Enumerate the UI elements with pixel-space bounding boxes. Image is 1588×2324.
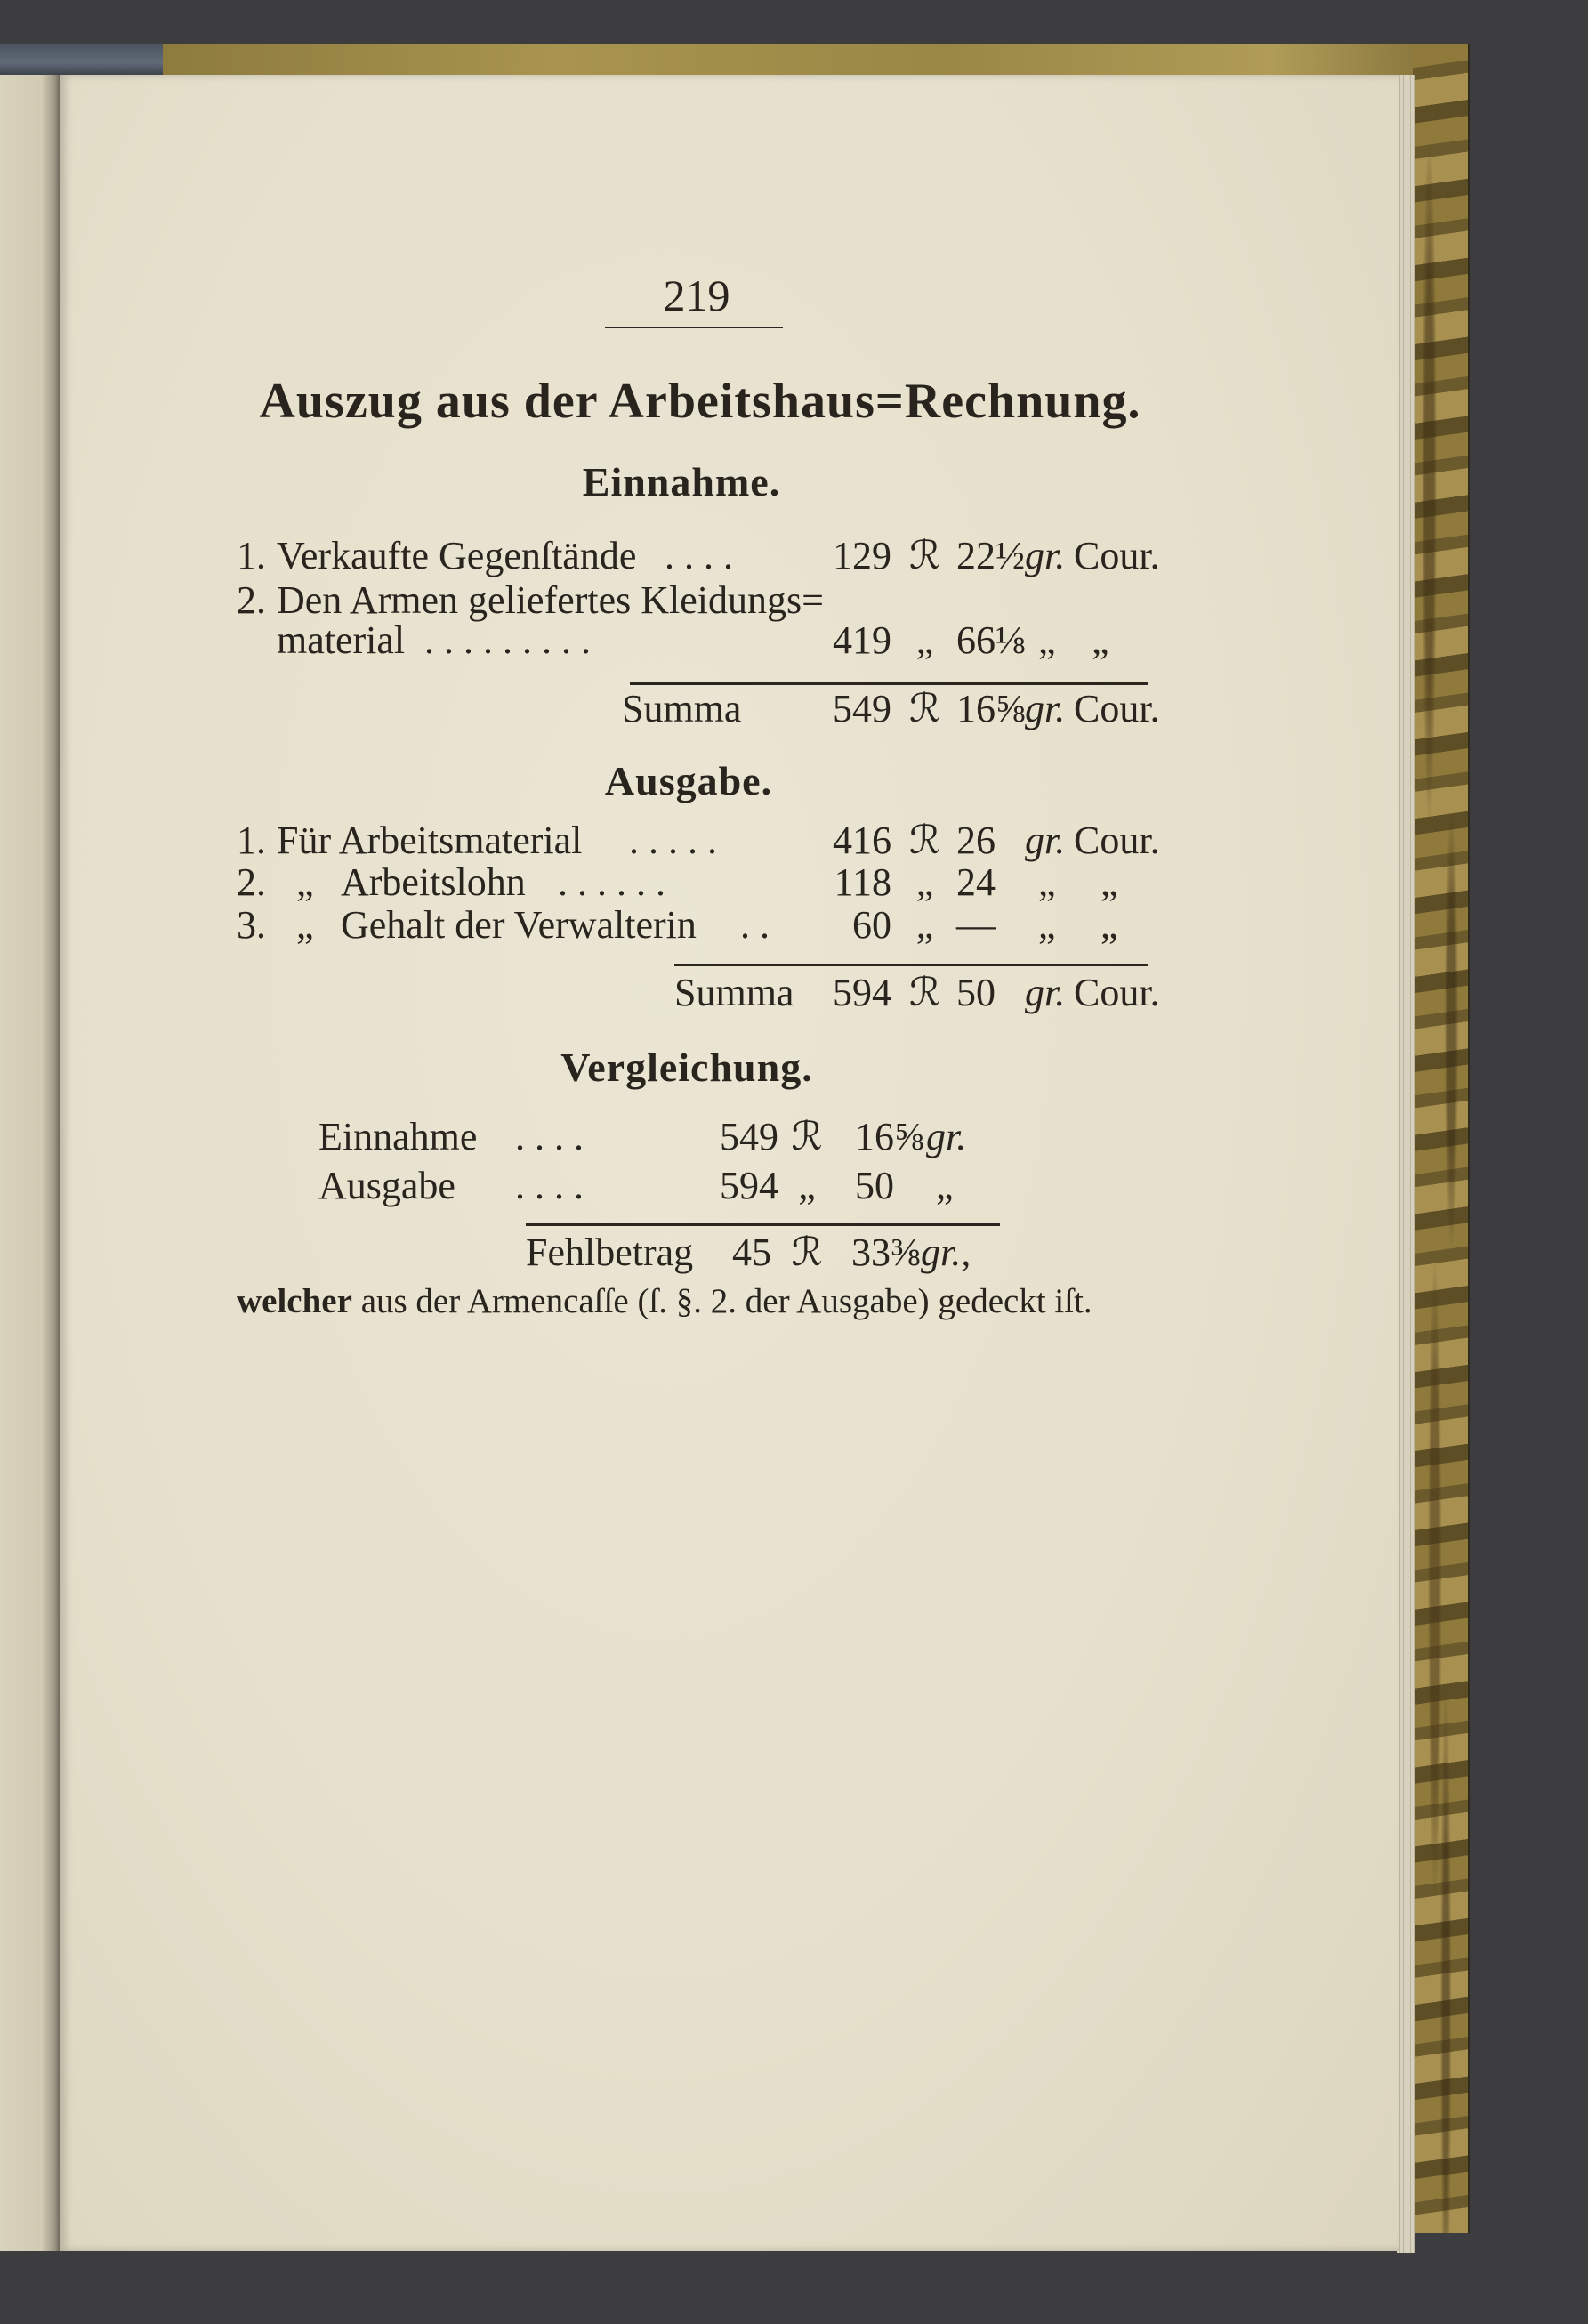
vergleichung-einnahme-row: [60, 1112, 1399, 1162]
vergleichung-ausgabe-row: [60, 1161, 1399, 1211]
unit-groten: „: [1038, 618, 1056, 662]
amount-groten: 33⅜: [851, 1231, 920, 1274]
unit-thaler: ℛ: [908, 971, 941, 1014]
unit-thaler: ℛ: [791, 1115, 823, 1158]
ausgabe-summa-row: [60, 968, 1399, 1018]
currency: Cour.: [1074, 534, 1160, 577]
row-label: Für Arbeitsmaterial: [277, 819, 583, 862]
amount-groten: 50: [956, 971, 996, 1014]
amount-thaler: 129: [833, 534, 891, 577]
amount-groten: 16⅝: [956, 687, 1025, 730]
leader-dots: . . . .: [665, 534, 733, 577]
unit-groten: gr.: [1025, 687, 1066, 730]
unit-groten: „: [936, 1164, 954, 1207]
row-label: Ausgabe: [318, 1164, 455, 1207]
unit-groten: gr.,: [921, 1231, 971, 1274]
amount-groten: 22½: [956, 534, 1025, 577]
einnahme-row-2-continued: [60, 616, 1399, 666]
ausgabe-row-3: [60, 900, 1399, 950]
amount-thaler: 118: [834, 860, 891, 904]
page-stack-edge: [1397, 75, 1415, 2253]
currency: „: [1100, 860, 1118, 904]
row-number: 2.: [237, 860, 266, 904]
book-top-edge-dark: [0, 44, 163, 75]
currency: Cour.: [1074, 819, 1160, 862]
deficit-note-lead: welcher: [237, 1282, 352, 1320]
unit-thaler: „: [798, 1164, 816, 1207]
unit-thaler: „: [915, 618, 934, 662]
row-number: 3.: [237, 903, 266, 947]
section-heading-ausgabe: Ausgabe.: [604, 758, 773, 803]
row-label: Verkaufte Gegenſtände: [277, 534, 637, 577]
page-number: 219: [663, 270, 730, 320]
leader-dots: . . . . . . . . .: [424, 618, 591, 662]
amount-groten: 24: [956, 860, 996, 904]
amount-thaler: 549: [833, 687, 891, 730]
currency: „: [1100, 903, 1118, 947]
leader-dots: . . . . . .: [558, 860, 665, 904]
summa-label: Summa: [674, 971, 794, 1014]
currency: Cour.: [1074, 687, 1160, 730]
section-heading-einnahme: Einnahme.: [582, 459, 781, 504]
facing-page-edge: [0, 75, 60, 2251]
amount-thaler: 45: [732, 1231, 771, 1274]
leader-dots: . .: [740, 903, 770, 947]
leader-dots: . . . . .: [629, 819, 717, 862]
row-label: Fehlbetrag: [526, 1231, 694, 1274]
amount-thaler: 419: [833, 618, 891, 662]
row-number: 2.: [237, 578, 266, 622]
unit-groten: gr.: [926, 1115, 967, 1158]
amount-groten: 16⅝: [855, 1115, 923, 1158]
einnahme-row-1: [60, 531, 1399, 581]
deficit-note: [237, 1277, 1092, 1327]
ditto-mark: „: [296, 903, 314, 947]
row-label-continued: material: [277, 618, 406, 662]
leader-dots: . . . .: [515, 1164, 584, 1207]
unit-groten: gr.: [1025, 534, 1066, 577]
unit-thaler: ℛ: [791, 1231, 823, 1274]
amount-thaler: 594: [720, 1164, 778, 1207]
unit-groten: „: [1038, 860, 1056, 904]
section-heading-vergleichung: Vergleichung.: [560, 1045, 813, 1090]
page-title: Auszug aus der Arbeitshaus=Rechnung.: [259, 374, 1141, 429]
unit-thaler: ℛ: [908, 534, 941, 577]
amount-groten: 50: [855, 1164, 894, 1207]
unit-groten: gr.: [1025, 819, 1066, 862]
sum-rule: [526, 1223, 1000, 1226]
sum-rule: [674, 964, 1148, 966]
amount-thaler: 549: [720, 1115, 778, 1158]
unit-thaler: ℛ: [908, 819, 941, 862]
amount-groten: 26: [956, 819, 996, 862]
deficit-note-text: aus der Armencaſſe (ſ. §. 2. der Ausgabe) gedeckt iſt.: [360, 1282, 1092, 1320]
amount-thaler: 594: [833, 971, 891, 1014]
amount-thaler: 416: [833, 819, 891, 862]
fehlbetrag-row: [60, 1228, 1399, 1278]
row-label: Gehalt der Verwalterin: [341, 903, 697, 947]
row-number: 1.: [237, 819, 266, 862]
einnahme-summa-row: [60, 684, 1399, 734]
row-label: Arbeitslohn: [341, 860, 526, 904]
marbled-cover-edge: [1413, 44, 1470, 2233]
summa-label: Summa: [622, 687, 742, 730]
amount-thaler: 60: [852, 903, 891, 947]
row-label: Einnahme: [318, 1115, 478, 1158]
page-number-rule: [605, 327, 783, 328]
unit-thaler: „: [915, 860, 934, 904]
row-label: Den Armen geliefertes Kleidungs=: [277, 578, 824, 622]
row-number: 1.: [237, 534, 266, 577]
amount-groten: —: [956, 903, 996, 947]
unit-groten: „: [1038, 903, 1056, 947]
leader-dots: . . . .: [515, 1115, 584, 1158]
unit-groten: gr.: [1025, 971, 1066, 1014]
book-top-edge-cover: [163, 44, 1468, 75]
currency: Cour.: [1074, 971, 1160, 1014]
ditto-mark: „: [296, 860, 314, 904]
book-page: [60, 75, 1399, 2251]
currency: „: [1092, 618, 1109, 662]
unit-thaler: „: [915, 903, 934, 947]
unit-thaler: ℛ: [908, 687, 941, 730]
amount-groten: 66⅛: [956, 618, 1025, 662]
